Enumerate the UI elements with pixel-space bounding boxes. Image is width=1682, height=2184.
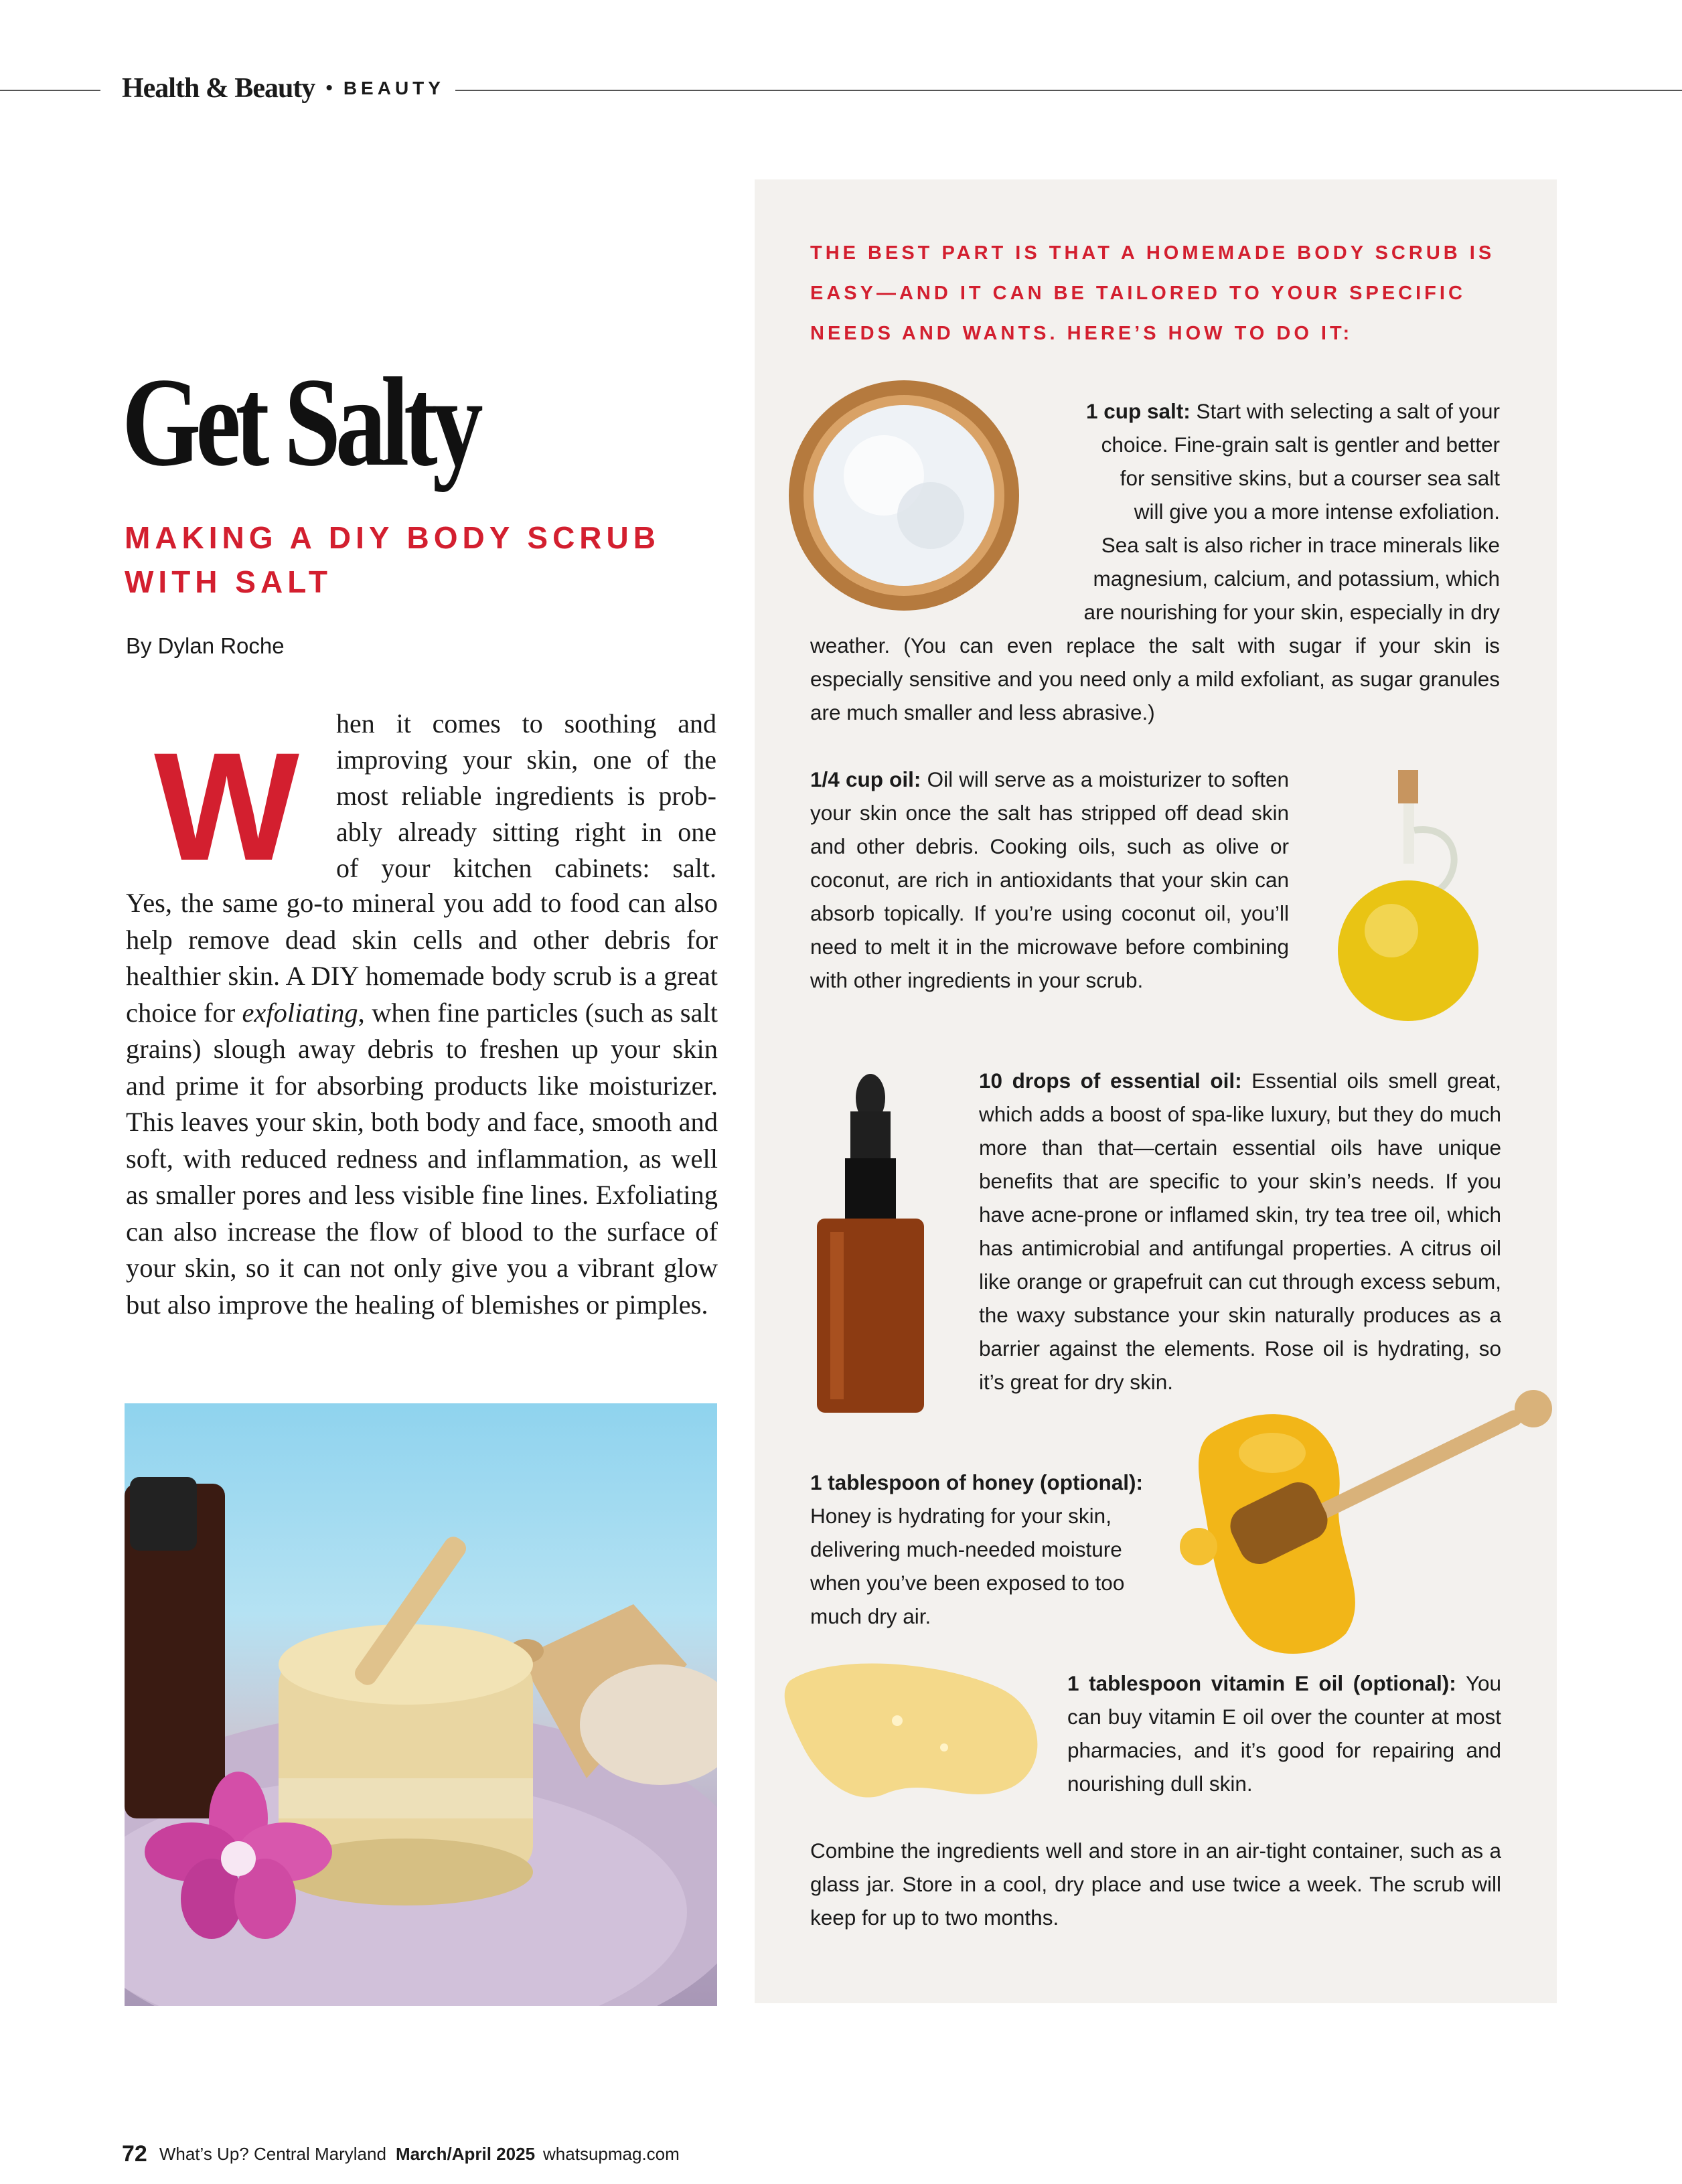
ingredient-salt-line: magnesium, calcium, and potassium, which [1093,566,1500,591]
ingredient-text: Start with selecting a salt of your [1196,399,1500,423]
ingredient-text: Essential oils smell great, which adds a boost of spa-like luxury, but they do much more than that—certain essential oils have unique benefits that are specific to your skin’s needs. If you have acne-prone or inflamed skin, try tea tree oil, which has antimicrobial and antifungal properties. A citrus oil like orange or grapefruit can cut through excess sebum, the waxy substance your skin naturally produces as a barrier against the elements. Rose oil is hydrating, so it’s great for dry skin. [979,1069,1501,1394]
page-footer [122,2137,680,2171]
ingredient-essential-oil [979,1064,1501,1399]
drop-cap: W [154,720,300,892]
section-name: Health & Beauty [122,73,315,104]
ingredient-label: 1 tablespoon vitamin E oil (optional): [1067,1671,1456,1695]
issue-date: March/April 2025 [395,2143,536,2164]
ingredient-vitamin-e [1067,1666,1501,1800]
intro-line: improving your skin, one of the [336,745,716,775]
magazine-url: whatsupmag.com [543,2143,680,2164]
vitamin-e-drop-icon [777,1640,1058,1828]
dropper-bottle-icon [804,1071,937,1419]
scrub-jar-photo [125,1403,717,2006]
intro-line: most reliable ingredients is prob- [336,781,716,811]
ingredient-honey [810,1466,1158,1633]
magazine-name: What’s Up? Central Maryland [159,2143,386,2164]
ingredient-text: Oil will serve as a moisturizer to soften your skin once the salt has stripped off dead skin and other debris. Cooking oils, such as olive or coconut, are rich in antioxidants that your skin can absorb topically. If you’re using coconut oil, you’ll need to melt it in the microwave before combining with other ingredients in your scrub. [810,767,1289,992]
ingredient-label: 10 drops of essential oil: [979,1069,1242,1093]
subsection-name: BEAUTY [343,78,445,98]
header-rule-right [455,90,1682,91]
section-separator: • [325,77,333,99]
ingredient-salt-line: are nourishing for your skin, especially in dry [1083,600,1500,624]
scrub-jar-illustration [125,1403,717,2006]
ingredient-salt-rest: weather. (You can even replace the salt with sugar if your skin is especially sensitive and you need only a mild exfoliant, as sugar granules are much smaller and less abrasive.) [810,633,1500,724]
oil-jug-icon [1331,757,1499,1024]
ingredient-salt-line [1031,394,1500,428]
ingredient-salt-line: choice. Fine-grain salt is gentler and better [1101,433,1500,457]
body-text-part: , when fine particles (such as salt grains) slough away debris to freshen up your skin and prime it for absorbing products like moisturizer. This leaves your skin, both body and face, smooth and soft, with reduced redness and inflammation, as well as smaller pores and less visible fine lines. Exfoliating can also increase the flow of blood to the surface of your skin, so it can not only give you a vibrant glow but also improve the healing of blemishes or pimples. [126,997,718,1320]
byline: By Dylan Roche [126,633,285,658]
ingredient-label: 1 tablespoon of honey (optional): [810,1470,1143,1494]
sidebar-closing: Combine the ingredients well and store in an air-tight container, such as a glass jar. Store in a cool, dry place and use twice a week. The scrub will keep for up to two months. [810,1839,1501,1930]
ingredient-salt-line: will give you a more intense exfoliation. [1134,499,1500,524]
ingredient-text: You can buy vitamin E oil over the counter at most pharmacies, and it’s good for repairing and nourishing dull skin. [1067,1671,1502,1796]
ingredient-text: Honey is hydrating for your skin, delivering much-needed moisture when you’ve been exposed to too much dry air. [810,1504,1125,1628]
article-title: Get Salty [122,352,478,493]
header-rule-left [0,90,100,91]
ingredient-salt-line: Sea salt is also richer in trace minerals like [1101,533,1500,557]
section-header [122,68,445,108]
honey-dipper-icon [1172,1379,1587,1660]
intro-line: hen it comes to soothing and [336,708,716,738]
article-subtitle: MAKING A DIY BODY SCRUB WITH SALT [125,520,660,599]
salt-bowl-icon [783,375,1024,616]
ingredient-label: 1 cup salt: [1085,399,1191,423]
body-emphasis: exfoliating [242,997,358,1028]
intro-line: of your kitchen cabinets: salt. [336,853,716,883]
ingredient-oil [810,763,1289,997]
page-number: 72 [122,2140,147,2167]
article-body [126,885,718,1323]
intro-line: ably already sitting right in one [336,817,716,847]
ingredient-label: 1/4 cup oil: [810,767,921,791]
ingredient-salt-line: for sensitive skins, but a courser sea salt [1120,466,1500,490]
sidebar-callout: THE BEST PART IS THAT A HOMEMADE BODY SCRUB IS EASY—AND IT CAN BE TAILORED TO YOUR SPECIFIC NEEDS AND WANTS. HERE’S HOW TO DO IT: [810,242,1495,344]
body-text-part: Yes, the same go-to mineral you add to food can also help remove dead skin cells and other debris for healthier skin. A DIY homemade body scrub is a great choice for [126,888,718,1028]
